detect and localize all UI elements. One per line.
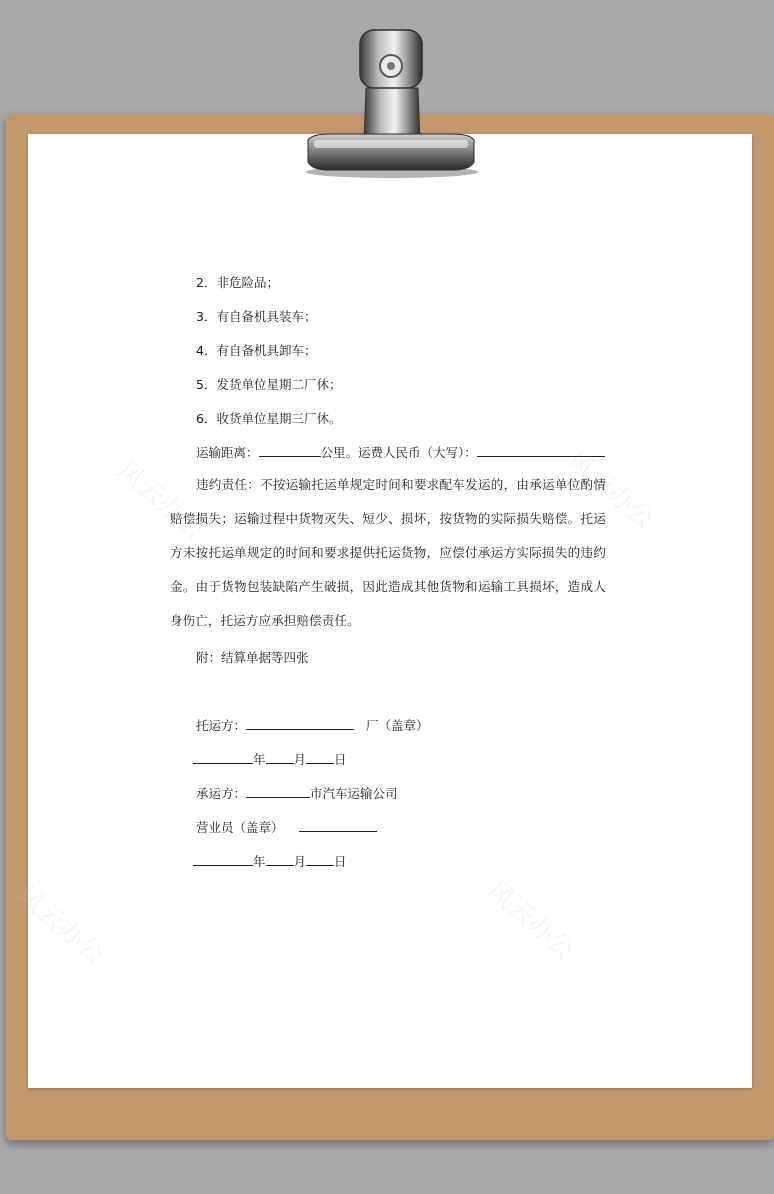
clerk-label: 营业员（盖章） <box>196 820 284 835</box>
list-item: 4．有自备机具卸车； <box>196 343 317 358</box>
distance-label: 运输距离： <box>196 445 259 460</box>
clerk-line <box>196 818 377 836</box>
month-label: 月 <box>293 752 307 767</box>
liability-paragraph: 违约责任：不按运输托运单规定时间和要求配车发运的，由承运单位酌情赔偿损失；运输过程中货物灭失、短少、损坏，按货物的实际损失赔偿。托运方未按托运单规定的时间和要求提供托运货物，应偿付承运方实际损失的违约金。由于货物包装缺陷产生破损，因此造成其他货物和运输工具损坏，造成人身伤亡，托运方应承担赔偿责任。 <box>170 477 606 628</box>
carrier-label: 承运方： <box>196 786 247 801</box>
shipper-suffix: 厂（盖章） <box>365 718 429 733</box>
distance-line <box>196 443 605 461</box>
list-item: 3．有自备机具装车； <box>196 309 317 324</box>
date-line <box>193 852 347 870</box>
list-item: 2．非危险品； <box>196 275 279 290</box>
shipper-blank <box>246 717 354 730</box>
attachment-line: 附：结算单据等四张 <box>196 650 309 665</box>
fee-blank <box>477 444 605 457</box>
day-label: 日 <box>334 752 347 767</box>
list-item: 5．发货单位星期二厂休； <box>196 377 342 392</box>
year-label: 年 <box>253 752 266 767</box>
carrier-line <box>196 784 398 802</box>
shipper-line <box>196 716 428 734</box>
list-item: 6．收货单位星期三厂休。 <box>196 411 342 426</box>
clerk-blank <box>299 819 377 832</box>
date-line <box>193 750 347 768</box>
carrier-suffix: 市汽车运输公司 <box>310 786 398 801</box>
month-label: 月 <box>293 854 307 869</box>
carrier-blank <box>246 785 310 798</box>
shipper-label: 托运方： <box>196 718 247 733</box>
distance-blank <box>259 444 321 457</box>
day-label: 日 <box>334 854 347 869</box>
distance-unit-text: 公里。运费人民币（大写）： <box>320 445 477 460</box>
year-label: 年 <box>253 854 266 869</box>
